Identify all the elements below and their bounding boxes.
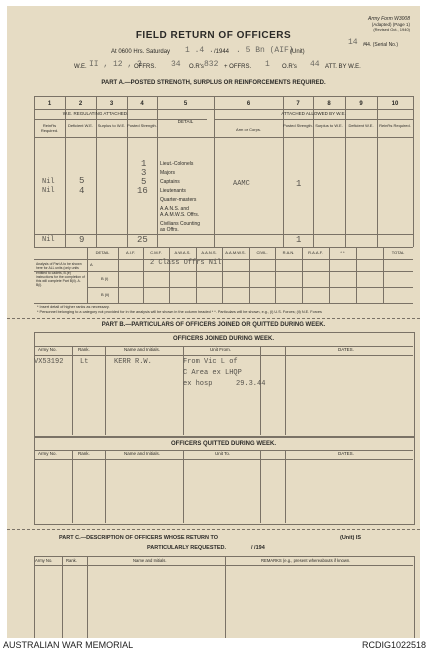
detail-row: Lieut.-Colonels <box>160 161 194 167</box>
sub-head-other: * * <box>340 250 345 255</box>
col-num-2: 2 <box>78 101 83 107</box>
footer-institution: AUSTRALIAN WAR MEMORIAL <box>3 640 134 650</box>
sub-head-awas: A.W.A.S. <box>174 250 191 255</box>
sub-head-ran: R.A.N. <box>282 250 295 255</box>
sub-head-raaf: R.A.A.F. <box>308 250 323 255</box>
date-value: 1 .4 . <box>185 46 214 55</box>
att-label: ATT. BY W.E. <box>325 64 361 70</box>
joined-col-name: Name and Initials. <box>124 347 161 352</box>
joined-col-rank: Rank. <box>78 347 90 352</box>
col-num-5: 5 <box>183 101 188 107</box>
joined-col-unit: Unit From. <box>210 347 232 352</box>
form-ref-line2: (Adapted) (Page 1) <box>371 22 410 27</box>
part-c-unit-label: (Unit) IS <box>340 535 362 541</box>
offrs-value: 34 <box>171 60 181 69</box>
unit-value: . 5 Bn (AIF) <box>236 46 294 55</box>
col-head-arm: Arm or Corps. <box>236 127 261 132</box>
offrs-label: OFFRS. <box>134 64 156 70</box>
sub-head-aif: A.I.F. <box>125 250 136 255</box>
sub-row-label: A <box>90 262 93 267</box>
col-head-reinfs2: Reinf'ts Required. <box>379 123 411 128</box>
joined-rank: Lt <box>80 358 89 366</box>
sub-row-label: B (ii) <box>101 292 110 297</box>
plus-offrs-value: 1 <box>265 60 270 69</box>
joined-army-no: VX53192 <box>34 358 64 366</box>
part-b-title: PART B.—PARTICULARS OF OFFICERS JOINED OR QUITTED DURING WEEK. <box>101 322 326 328</box>
posted-value: 16 <box>137 186 148 196</box>
quitted-col-dates: DATES. <box>338 451 354 456</box>
plus-offrs-label: + OFFRS. <box>224 64 252 70</box>
form-ref-line3: (Revised Oct., 1940) <box>373 27 410 32</box>
col-head-detail: DETAIL <box>177 119 194 124</box>
sub-head-civil: CIVIL. <box>256 250 268 255</box>
total-posted2: 1 <box>296 235 302 245</box>
joined-from-line1: From Vic L of <box>183 358 238 366</box>
ors2-label: O.R's <box>282 64 297 70</box>
footnote-1: * Insert detail of higher ranks as necessary. <box>37 305 110 309</box>
quitted-col-rank: Rank. <box>78 451 90 456</box>
footer-record-id: RCDIG1022518 <box>361 640 426 650</box>
posted-value: 1 <box>141 159 147 169</box>
total-deficient: 9 <box>79 235 85 245</box>
sub-row-label: B (i) <box>101 276 109 281</box>
quitted-title: OFFICERS QUITTED DURING WEEK. <box>171 441 276 447</box>
attached-group-header: ATTACHED ALLOWED BY W.E. <box>281 111 346 116</box>
col-head-posted2: Posted Strength. <box>283 123 313 128</box>
posted-value: 5 <box>141 177 147 187</box>
posted2-value: 1 <box>296 179 302 189</box>
total-posted: 25 <box>137 235 148 245</box>
col-num-8: 8 <box>327 101 331 107</box>
joined-date: 29.3.44 <box>236 380 266 388</box>
joined-from-line3: ex hosp <box>183 380 213 388</box>
col-num-7: 7 <box>296 101 300 107</box>
part-c-col-name: Name and Initials. <box>133 558 167 563</box>
serial-label: /44. (Serial No.) <box>363 42 399 48</box>
joined-title: OFFICERS JOINED DURING WEEK. <box>172 336 274 342</box>
col-head-reinfs: Reinf'ts Required. <box>40 123 59 133</box>
col-head-surplus: Surplus to W.E. <box>97 123 126 128</box>
detail-row: A.A.N.S. and <box>160 206 189 212</box>
part-c-col-remarks: REMARKS (e.g., present whereabouts if known. <box>261 558 351 563</box>
col-num-3: 3 <box>109 101 114 107</box>
part-c-col-army-no: Army No. <box>35 558 53 563</box>
part-c-col-rank: Rank. <box>66 558 77 563</box>
joined-col-army-no: Army No. <box>38 347 57 352</box>
part-c-requested: PARTICULARLY REQUESTED. <box>147 545 227 551</box>
sub-analysis-value: 2 Class Offrs Nil <box>150 259 222 267</box>
col-head-deficient: Deficient W.E. <box>67 123 94 128</box>
col-num-4: 4 <box>140 101 144 107</box>
col-head-posted: Posted Strength. <box>127 123 157 128</box>
deficient-value: 4 <box>79 186 85 196</box>
form-sheet <box>7 6 420 638</box>
col-head-deficient2: Deficient W.E. <box>348 123 374 128</box>
detail-row: Quarter-masters <box>160 197 197 203</box>
part-c-date: / /194 <box>251 545 265 551</box>
detail-row: Lieutenants <box>160 188 186 194</box>
detail-row: as Offrs. <box>160 227 179 233</box>
form-ref-line1: Army Form W3008 <box>368 16 410 22</box>
col-num-10: 10 <box>391 101 399 107</box>
sub-head-total: TOTAL <box>391 250 405 255</box>
detail-row: Majors <box>160 170 176 176</box>
detail-row: A.A.M.W.S. Offrs. <box>160 212 200 218</box>
col-num-6: 6 <box>246 101 251 107</box>
part-c-title: PART C.—DESCRIPTION OF OFFICERS WHOSE RETURN TO <box>59 535 218 541</box>
col-head-surplus2: Surplus to W.E. <box>315 123 343 128</box>
we-value: II , 12 , 3 <box>89 60 142 69</box>
posted-value: 3 <box>141 168 147 178</box>
reinfs-value: Nil <box>42 178 55 186</box>
sub-head-aamws: A.A.M.W.S. <box>225 250 246 255</box>
deficient-value: 5 <box>79 176 85 186</box>
detail-row: Civilians Counting <box>160 221 201 227</box>
arm-value: AAMC <box>233 180 250 188</box>
col-num-9: 9 <box>359 101 363 107</box>
part-a-title: PART A.—POSTED STRENGTH, SURPLUS OR REINFORCEMENTS REQUIRED. <box>101 80 326 86</box>
detail-row: Captains <box>160 179 180 185</box>
ors-label: O.R's <box>189 64 204 70</box>
ors2-value: 44 <box>310 60 320 69</box>
ors-value: 832 <box>204 60 219 69</box>
sub-head-aans: A.A.N.S. <box>201 250 217 255</box>
unit-label: (Unit) <box>290 49 305 55</box>
form-title: FIELD RETURN OF OFFICERS <box>135 30 292 41</box>
footer-bar <box>0 638 431 654</box>
footnote-2: * Personnel belonging to a category not provided for in the analysis will be shown in the column headed * *. Particulars will be shown, e.g., (i) U.S. Forces; (ii) N.E. Forces <box>37 310 322 314</box>
sub-left-note: Analysis of Part A to be shown here for ALL units (only units entitled to cadets, B.(e) instructions for the completion of this will complete Part B(ii). A. B(i). <box>36 262 85 288</box>
sub-head-cmf: C.M.F. <box>150 250 162 255</box>
joined-from-line2: C Area ex LHQP <box>183 369 242 377</box>
we-label: W.E. <box>74 64 87 70</box>
quitted-col-unit: Unit To. <box>215 451 231 456</box>
quitted-col-army-no: Army No. <box>38 451 57 456</box>
col-num-1: 1 <box>47 101 52 107</box>
joined-name: KERR R.W. <box>114 358 152 366</box>
sub-head-detail: DETAIL <box>95 250 110 255</box>
serial-value: 14 . <box>348 38 368 47</box>
reinfs-value: Nil <box>42 187 55 195</box>
we-group-header: W.E. REGULATING ATTACHED. <box>62 111 129 116</box>
quitted-col-name: Name and Initials. <box>124 451 161 456</box>
at-time-label: At 0600 Hrs. Saturday <box>111 49 171 55</box>
year-label: /1944 <box>214 49 230 55</box>
total-reinfs: Nil <box>42 236 55 244</box>
joined-col-dates: DATES. <box>338 347 354 352</box>
